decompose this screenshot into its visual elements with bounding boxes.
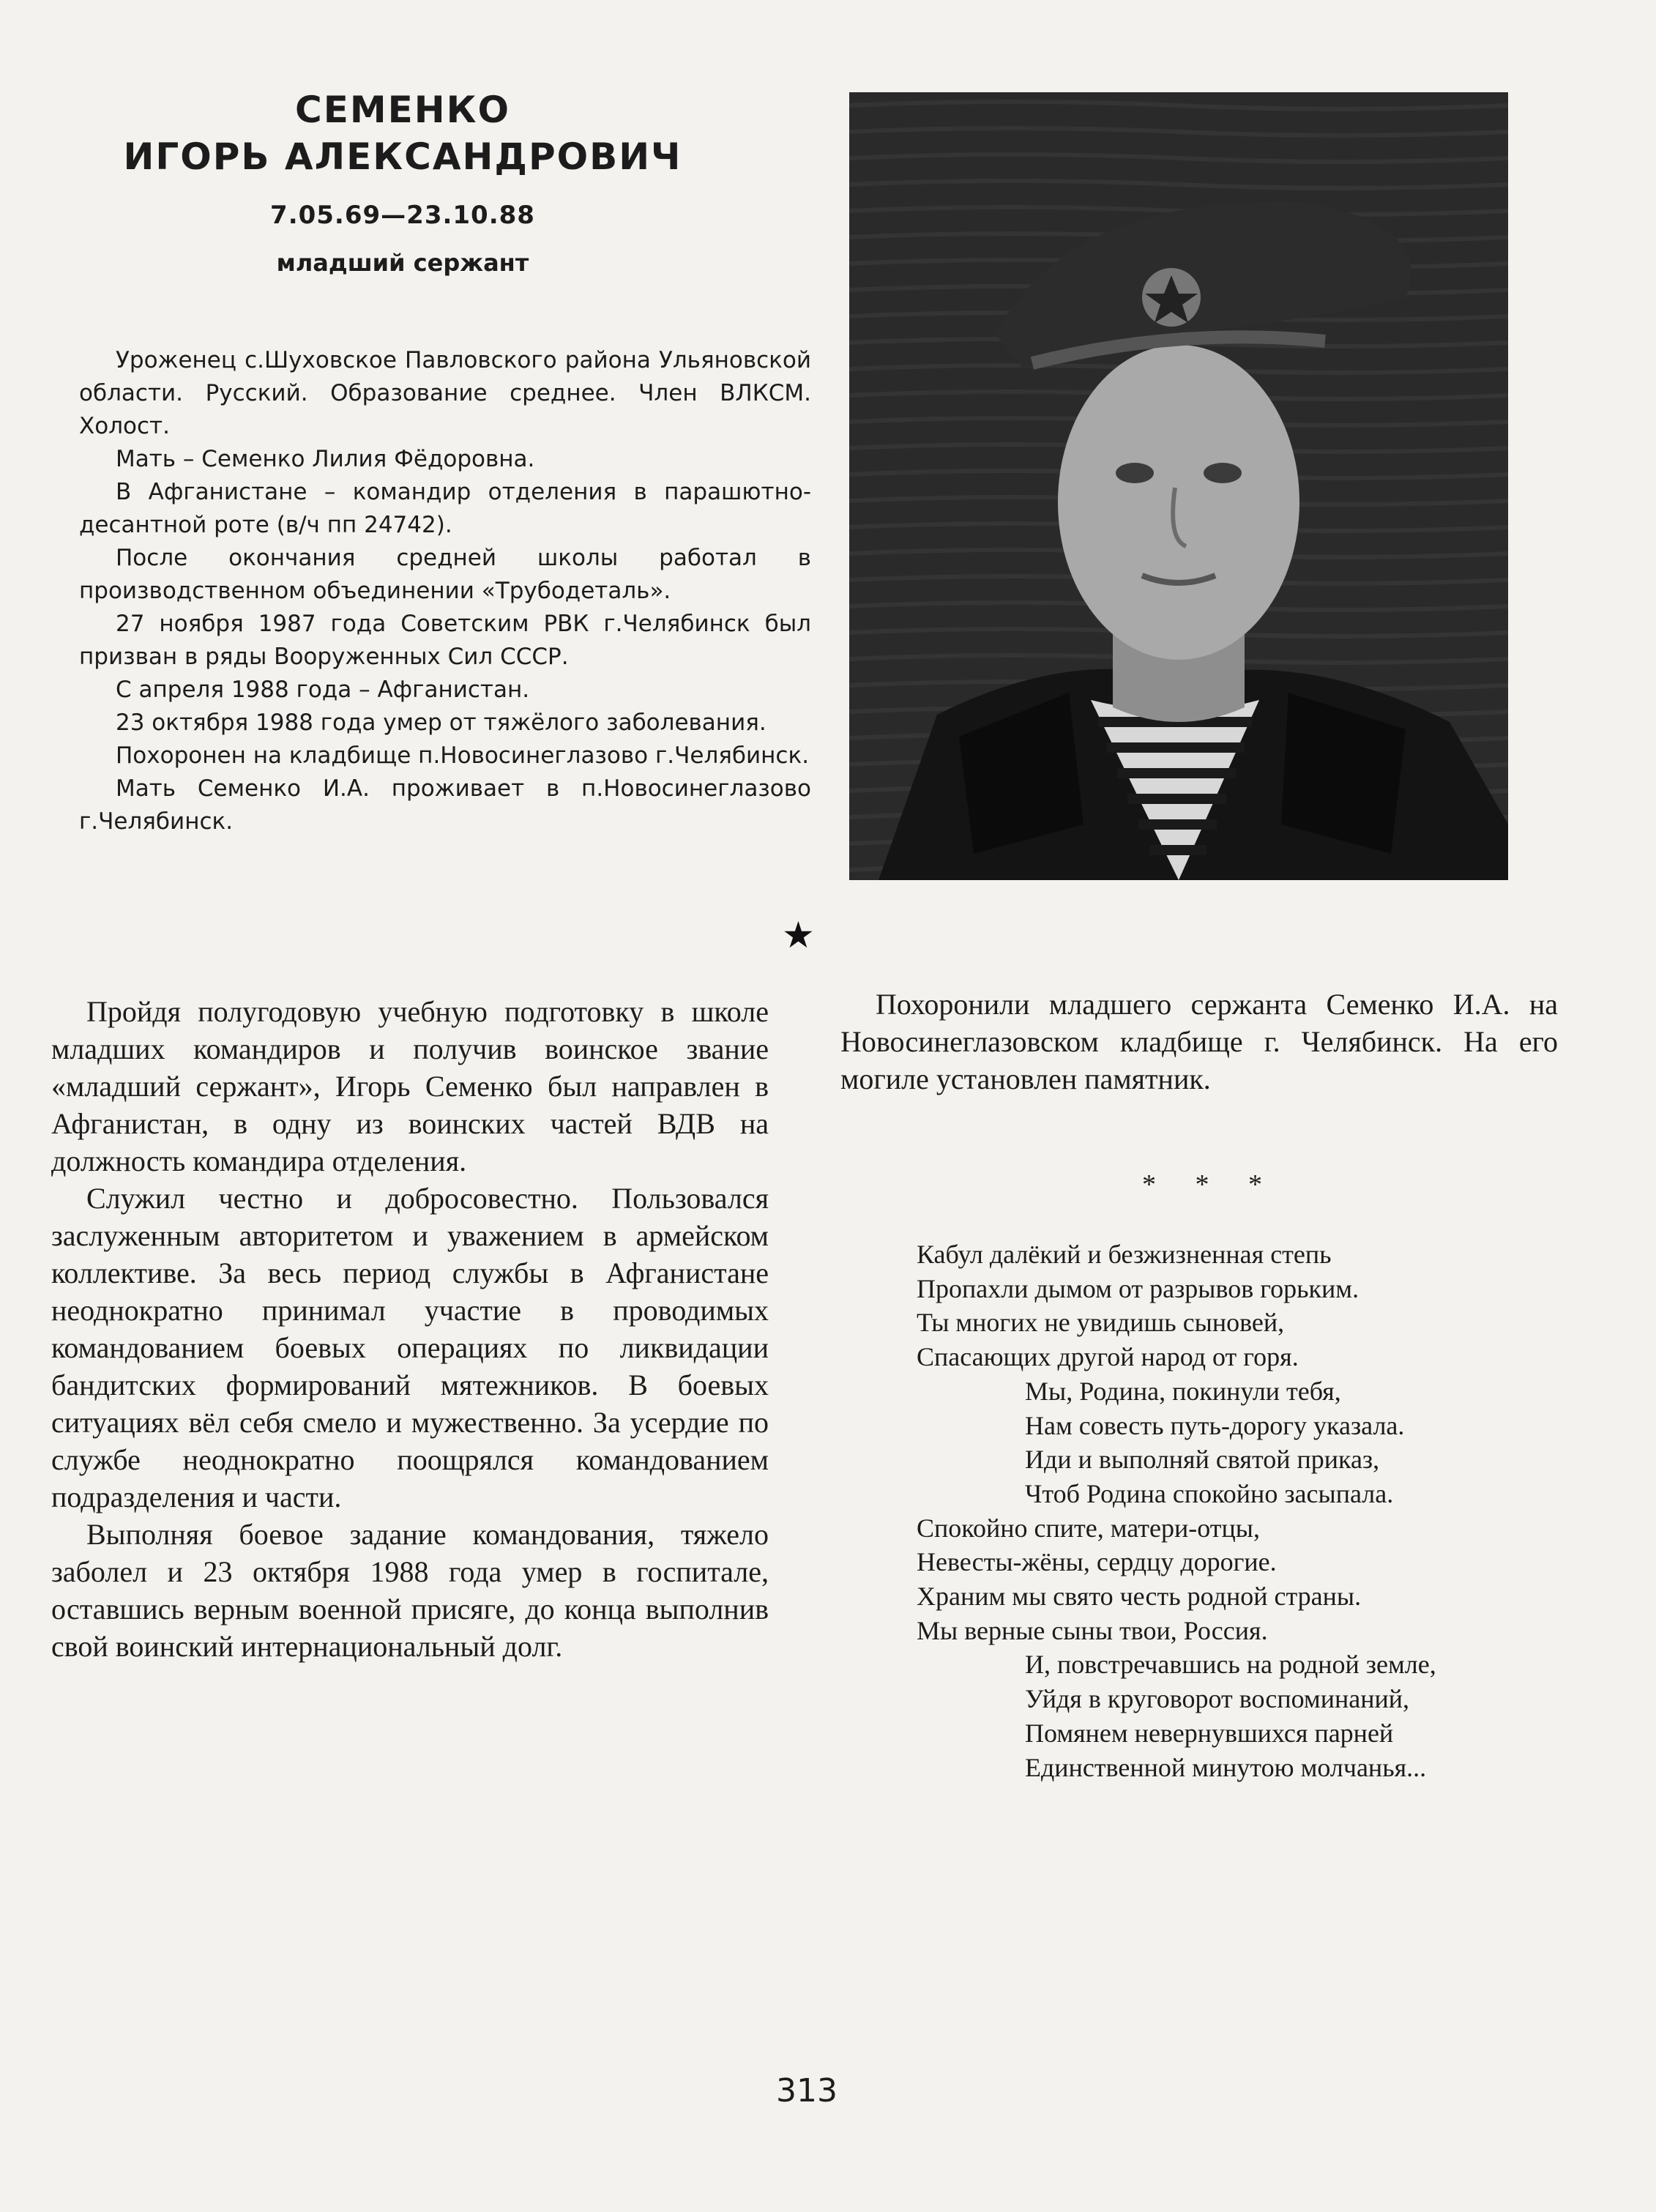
poem-separator: * * *	[1142, 1169, 1278, 1200]
left-paragraph: Пройдя полугодовую учебную подготовку в школе младших командиров и получив воинское звание «младший сержант», Игорь Семенко был направлен в Афганистан, в одну из воинских частей ВДВ на должность командира отделения.	[51, 995, 769, 1177]
poem-line: Мы верные сыны твои, Россия.	[917, 1615, 1268, 1645]
military-rank: младший сержант	[276, 249, 529, 277]
poem-line: Кабул далёкий и безжизненная степь	[917, 1240, 1332, 1269]
page-number: 313	[776, 2072, 838, 2109]
bio-paragraph: Похоронен на кладбище п.Новосинеглазово г.Челябинск.	[116, 742, 810, 769]
poem-line: Уйдя в круговорот воспоминаний,	[1025, 1684, 1410, 1714]
bio-paragraph: После окончания средней школы работал в производственном объединении «Трубодеталь».	[79, 545, 811, 604]
poem-line: Храним мы свято честь родной страны.	[917, 1582, 1362, 1612]
poem-line: Спасающих другой народ от горя.	[917, 1342, 1299, 1372]
poem-line: Иди и выполняй святой приказ,	[1025, 1445, 1380, 1475]
right-paragraph: Похоронили младшего сержанта Семенко И.А. на Новосинеглазовском кладбище г. Челябинск. На его могиле установлен памятник.	[840, 988, 1558, 1095]
bio-paragraph: 27 ноября 1987 года Советским РВК г.Челябинск был призван в ряды Вооруженных Сил СССР.	[79, 611, 811, 670]
bio-paragraph: С апреля 1988 года – Афганистан.	[116, 677, 530, 703]
biography	[79, 344, 811, 838]
poem-line: Пропахли дымом от разрывов горьким.	[917, 1273, 1360, 1303]
poem-line: Мы, Родина, покинули тебя,	[1025, 1376, 1341, 1406]
bio-paragraph: Мать Семенко И.А. проживает в п.Новосинеглазово г.Челябинск.	[79, 775, 811, 835]
bio-paragraph: Уроженец с.Шуховское Павловского района Ульяновской области. Русский. Образование среднее. Член ВЛКСМ. Холост.	[79, 347, 811, 439]
poem-line: Единственной минутою молчанья...	[1025, 1752, 1427, 1782]
left-paragraph: Служил честно и добросовестно. Пользовался заслуженным авторитетом и уважением в армейском коллективе. За весь период службы в Афганистане неоднократно принимал участие в проводимых командованием боевых операциях по ликвидации бандитских формирований мятежников. В боевых ситуациях вёл себя смело и мужественно. За усердие по службе неоднократно поощрялся командованием подразделения и части.	[51, 1182, 769, 1513]
life-dates: 7.05.69—23.10.88	[270, 201, 535, 230]
bio-paragraph: В Афганистане – командир отделения в парашютно-десантной роте (в/ч пп 24742).	[79, 479, 811, 538]
left-column	[51, 993, 769, 1665]
right-column	[840, 986, 1558, 1098]
poem-line: И, повстречавшись на родной земле,	[1025, 1650, 1436, 1680]
poem	[917, 1237, 1436, 1784]
heading-block	[110, 86, 695, 277]
portrait-illustration	[849, 92, 1508, 880]
poem-line: Спокойно спите, матери-отцы,	[917, 1513, 1260, 1543]
left-paragraph: Выполняя боевое задание командования, тяжело заболел и 23 октября 1988 года умер в госпитале, оставшись верным военной присяге, до конца выполнив свой воинский интернациональный долг.	[51, 1518, 769, 1663]
poem-line: Ты многих не увидишь сыновей,	[917, 1308, 1285, 1338]
poem-line: Чтоб Родина спокойно засыпала.	[1025, 1478, 1394, 1508]
poem-line: Нам совесть путь-дорогу указала.	[1025, 1410, 1405, 1440]
star-separator: ★	[782, 914, 815, 956]
portrait-photo	[849, 92, 1508, 880]
bio-paragraph: 23 октября 1988 года умер от тяжёлого заболевания.	[116, 710, 767, 736]
bio-paragraph: Мать – Семенко Лилия Фёдоровна.	[116, 446, 535, 472]
given-names: ИГОРЬ АЛЕКСАНДРОВИЧ	[123, 135, 682, 178]
surname: СЕМЕНКО	[295, 89, 510, 131]
poem-line: Невесты-жёны, сердцу дорогие.	[917, 1547, 1277, 1577]
poem-line: Помянем невернувшихся парней	[1025, 1718, 1394, 1748]
